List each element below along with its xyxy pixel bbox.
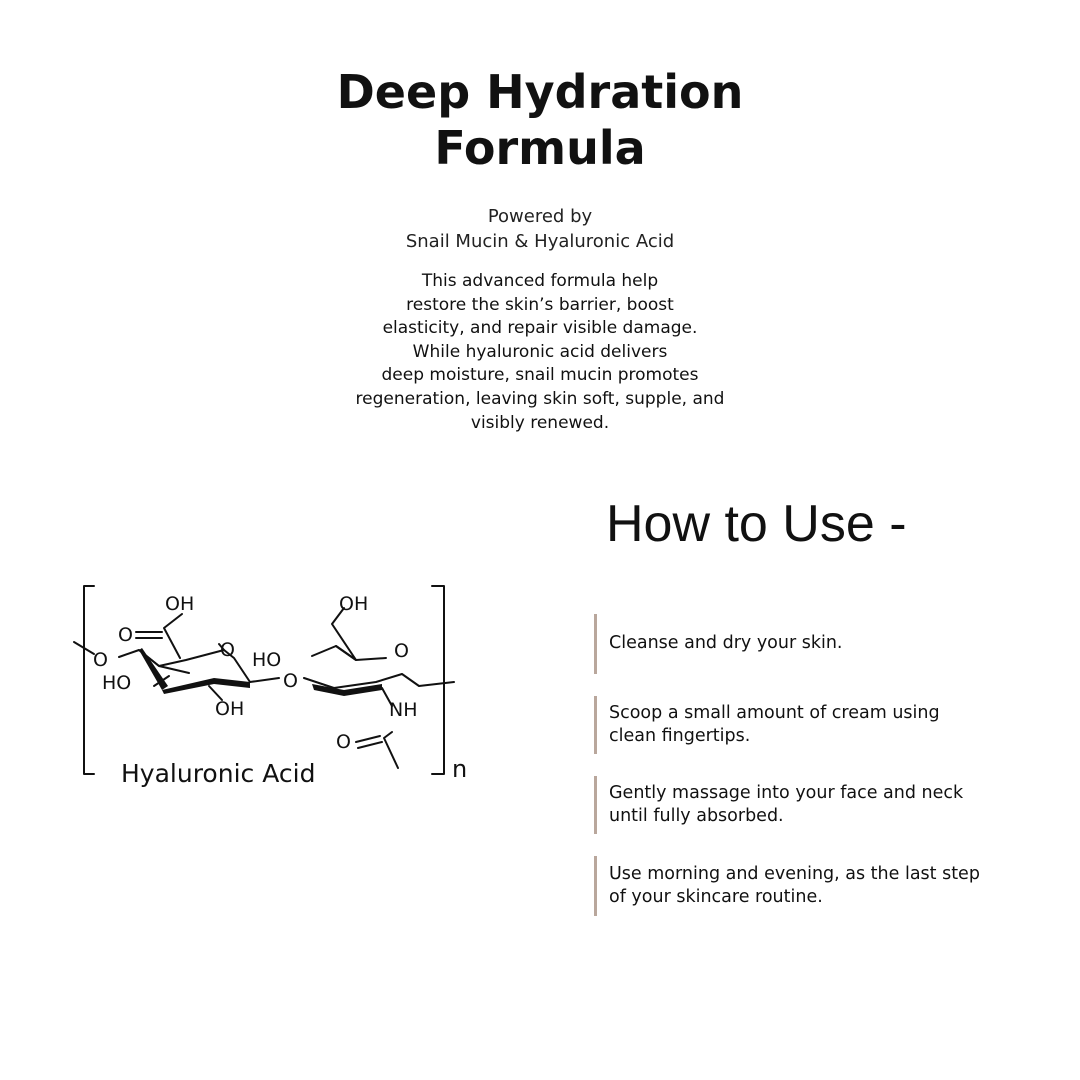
description-line: While hyaluronic acid delivers (412, 341, 668, 362)
step-item (594, 776, 1039, 834)
label-o: O (394, 640, 409, 662)
label-o: O (93, 649, 108, 671)
step-text: of your skincare routine. (609, 887, 823, 907)
title-line-1: Deep Hydration (336, 65, 744, 119)
step-item (594, 614, 1039, 674)
description-line: deep moisture, snail mucin promotes (381, 365, 699, 386)
description-line: This advanced formula help (421, 271, 659, 291)
step-item (594, 696, 1039, 754)
step-text: Use morning and evening, as the last step (609, 863, 980, 884)
powered-by-text (0, 204, 1080, 254)
how-to-use-heading: How to Use - (606, 495, 907, 553)
molecule-name: Hyaluronic Acid (121, 759, 316, 788)
label-o: O (283, 670, 298, 692)
label-ho: HO (102, 672, 132, 694)
step-text: Cleanse and dry your skin. (609, 633, 843, 654)
label-nh: NH (389, 699, 418, 721)
label-o: O (336, 731, 351, 753)
title-line-2: Formula (434, 121, 646, 175)
product-description (0, 270, 1080, 435)
polymer-subscript: n (452, 755, 468, 783)
right-bracket (432, 586, 444, 774)
step-text: until fully absorbed. (609, 806, 784, 826)
powered-line-2: Snail Mucin & Hyaluronic Acid (405, 231, 675, 252)
label-oh: OH (215, 698, 245, 720)
label-ho: HO (252, 649, 282, 671)
description-line: visibly renewed. (470, 412, 610, 433)
description-line: restore the skin’s barrier, boost (406, 294, 674, 315)
description-line: regeneration, leaving skin soft, supple, and (355, 388, 725, 409)
label-oh: OH (339, 593, 369, 615)
label-oh: OH (165, 593, 195, 615)
ring1-bonds (119, 644, 224, 666)
description-line: elasticity, and repair visible damage. (382, 318, 698, 339)
atom-labels (93, 593, 418, 753)
step-text: Gently massage into your face and neck (609, 782, 964, 803)
label-o: O (118, 624, 133, 646)
left-bracket (84, 586, 94, 774)
step-text: clean fingertips. (609, 726, 751, 746)
step-item (594, 856, 1039, 916)
page-title (0, 64, 1080, 176)
step-text: Scoop a small amount of cream using (609, 702, 940, 723)
powered-line-1: Powered by (487, 206, 593, 227)
label-o: O (220, 639, 235, 661)
